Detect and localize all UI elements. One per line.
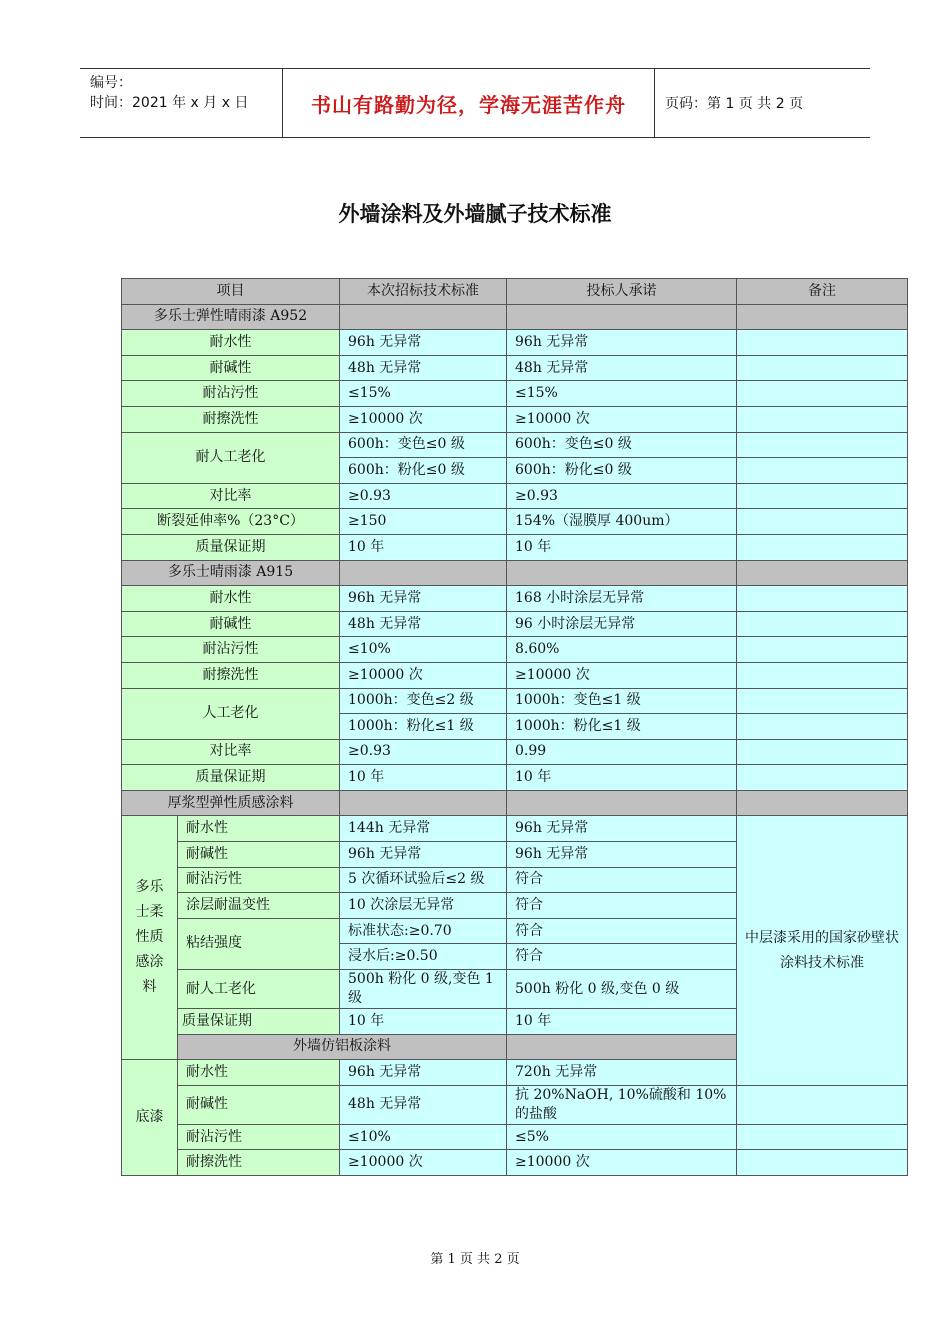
section-cell <box>340 304 507 330</box>
standard-cell: ≤10% <box>340 1124 507 1150</box>
group-cell: 底漆 <box>122 1060 178 1176</box>
promise-cell: 600h：变色≤0 级 <box>507 432 737 458</box>
standard-cell: ≤15% <box>340 381 507 407</box>
remark-cell <box>737 330 908 356</box>
item-cell: 耐水性 <box>122 586 340 612</box>
remark-cell <box>737 355 908 381</box>
remark-cell <box>737 381 908 407</box>
standard-cell: 1000h：粉化≤1 级 <box>340 714 507 740</box>
standard-cell: ≥10000 次 <box>340 1150 507 1176</box>
promise-cell: 600h：粉化≤0 级 <box>507 458 737 484</box>
promise-cell: 符合 <box>507 918 737 944</box>
item-cell: 耐人工老化 <box>178 970 340 1009</box>
table-row <box>122 739 908 765</box>
promise-cell: 500h 粉化 0 级,变色 0 级 <box>507 970 737 1009</box>
section-cell <box>507 1034 737 1060</box>
promise-cell: ≤5% <box>507 1124 737 1150</box>
section-cell <box>737 304 908 330</box>
promise-cell: 10 年 <box>507 1009 737 1035</box>
page-footer: 第 1 页 共 2 页 <box>430 1252 520 1267</box>
item-cell: 耐擦洗性 <box>178 1150 340 1176</box>
standard-cell: 10 年 <box>340 765 507 791</box>
section-cell <box>507 560 737 586</box>
section-cell <box>507 304 737 330</box>
section-name: 外墙仿铝板涂料 <box>178 1034 507 1060</box>
section-cell <box>737 560 908 586</box>
col-header-standard: 本次招标技术标准 <box>340 279 507 305</box>
promise-cell: 48h 无异常 <box>507 355 737 381</box>
remark-cell <box>737 714 908 740</box>
remark-cell <box>737 611 908 637</box>
item-cell: 耐沾污性 <box>178 1124 340 1150</box>
page-header <box>80 68 870 138</box>
promise-cell: 符合 <box>507 893 737 919</box>
section-name: 多乐士晴雨漆 A915 <box>122 560 340 586</box>
header-page-code: 页码：第 1 页 共 2 页 <box>665 96 804 112</box>
item-cell: 耐碱性 <box>178 1085 340 1124</box>
remark-cell <box>737 765 908 791</box>
table-row <box>122 355 908 381</box>
standard-cell: 96h 无异常 <box>340 842 507 868</box>
table-row <box>122 662 908 688</box>
item-cell: 涂层耐温变性 <box>178 893 340 919</box>
section-row <box>122 560 908 586</box>
item-cell: 对比率 <box>122 739 340 765</box>
group-cell: 多乐士柔性质感涂料 <box>122 816 178 1060</box>
item-cell: 耐沾污性 <box>122 381 340 407</box>
remark-cell <box>737 406 908 432</box>
item-cell: 质量保证期 <box>122 765 340 791</box>
standard-cell: 500h 粉化 0 级,变色 1 级 <box>340 970 507 1009</box>
item-cell: 粘结强度 <box>178 918 340 969</box>
promise-cell: 154%（湿膜厚 400um） <box>507 509 737 535</box>
document-time-label: 时间：2021 年 x 月 x 日 <box>90 95 249 111</box>
section-name: 多乐士弹性晴雨漆 A952 <box>122 304 340 330</box>
section-cell <box>340 790 507 816</box>
promise-cell: 符合 <box>507 867 737 893</box>
col-header-item: 项目 <box>122 279 340 305</box>
header-motto-cell <box>283 69 655 137</box>
remark-cell <box>737 1150 908 1176</box>
promise-cell: 96h 无异常 <box>507 816 737 842</box>
remark-cell <box>737 509 908 535</box>
table-row <box>122 586 908 612</box>
promise-cell: 720h 无异常 <box>507 1060 737 1086</box>
promise-cell: 1000h：变色≤1 级 <box>507 688 737 714</box>
section-name: 厚浆型弹性质感涂料 <box>122 790 340 816</box>
item-cell: 耐沾污性 <box>178 867 340 893</box>
table-row <box>122 534 908 560</box>
promise-cell: 抗 20%NaOH, 10%硫酸和 10%的盐酸 <box>507 1085 737 1124</box>
header-motto: 书山有路勤为径，学海无涯苦作舟 <box>311 92 626 117</box>
item-cell: 耐碱性 <box>122 611 340 637</box>
standard-cell: 10 年 <box>340 534 507 560</box>
item-cell: 耐擦洗性 <box>122 406 340 432</box>
section-row <box>122 790 908 816</box>
item-cell: 耐水性 <box>178 1060 340 1086</box>
table-row <box>122 432 908 458</box>
remark-cell <box>737 1124 908 1150</box>
promise-cell: 10 年 <box>507 765 737 791</box>
table-row <box>122 483 908 509</box>
section-row <box>122 304 908 330</box>
section-cell <box>507 790 737 816</box>
table-row <box>122 406 908 432</box>
promise-cell: ≥10000 次 <box>507 1150 737 1176</box>
promise-cell: 96h 无异常 <box>507 842 737 868</box>
promise-cell: ≥10000 次 <box>507 662 737 688</box>
spec-table <box>121 278 908 1176</box>
remark-cell <box>737 586 908 612</box>
table-row <box>122 509 908 535</box>
header-meta <box>80 69 283 137</box>
remark-cell <box>737 662 908 688</box>
table-row <box>122 637 908 663</box>
remark-cell: 中层漆采用的国家砂壁状涂料技术标准 <box>737 816 908 1085</box>
table-row <box>122 330 908 356</box>
table-row <box>122 1150 908 1176</box>
table-row <box>122 1085 908 1124</box>
item-cell: 人工老化 <box>122 688 340 739</box>
table-row <box>122 816 908 842</box>
promise-cell: 96h 无异常 <box>507 330 737 356</box>
standard-cell: 标准状态:≥0.70 <box>340 918 507 944</box>
promise-cell: 符合 <box>507 944 737 970</box>
table-row <box>122 611 908 637</box>
remark-cell <box>737 534 908 560</box>
col-header-promise: 投标人承诺 <box>507 279 737 305</box>
standard-cell: 96h 无异常 <box>340 586 507 612</box>
remark-cell <box>737 458 908 484</box>
remark-cell <box>737 432 908 458</box>
item-cell: 耐水性 <box>122 330 340 356</box>
standard-cell: ≥150 <box>340 509 507 535</box>
item-cell: 对比率 <box>122 483 340 509</box>
remark-cell <box>737 688 908 714</box>
item-cell: 断裂延伸率%（23°C） <box>122 509 340 535</box>
standard-cell: ≤10% <box>340 637 507 663</box>
standard-cell: 48h 无异常 <box>340 611 507 637</box>
item-cell: 质量保证期 <box>178 1009 340 1035</box>
section-cell <box>340 560 507 586</box>
table-row <box>122 381 908 407</box>
standard-cell: 144h 无异常 <box>340 816 507 842</box>
document-title: 外墙涂料及外墙腻子技术标准 <box>338 202 612 226</box>
standard-cell: 600h：粉化≤0 级 <box>340 458 507 484</box>
item-cell: 耐擦洗性 <box>122 662 340 688</box>
section-cell <box>737 790 908 816</box>
promise-cell: 10 年 <box>507 534 737 560</box>
col-header-remark: 备注 <box>737 279 908 305</box>
item-cell: 耐碱性 <box>178 842 340 868</box>
promise-cell: ≥0.93 <box>507 483 737 509</box>
standard-cell: ≥0.93 <box>340 739 507 765</box>
promise-cell: 1000h：粉化≤1 级 <box>507 714 737 740</box>
item-cell: 耐碱性 <box>122 355 340 381</box>
standard-cell: 浸水后:≥0.50 <box>340 944 507 970</box>
header-page-cell <box>655 69 870 137</box>
promise-cell: 96 小时涂层无异常 <box>507 611 737 637</box>
promise-cell: ≥10000 次 <box>507 406 737 432</box>
document-number-label: 编号： <box>90 75 132 91</box>
promise-cell: 168 小时涂层无异常 <box>507 586 737 612</box>
remark-cell <box>737 483 908 509</box>
remark-cell <box>737 739 908 765</box>
promise-cell: 8.60% <box>507 637 737 663</box>
standard-cell: ≥10000 次 <box>340 406 507 432</box>
remark-cell <box>737 637 908 663</box>
standard-cell: 5 次循环试验后≤2 级 <box>340 867 507 893</box>
item-cell: 耐沾污性 <box>122 637 340 663</box>
standard-cell: 10 次涂层无异常 <box>340 893 507 919</box>
standard-cell: 96h 无异常 <box>340 1060 507 1086</box>
standard-cell: 600h：变色≤0 级 <box>340 432 507 458</box>
standard-cell: ≥10000 次 <box>340 662 507 688</box>
table-row <box>122 1124 908 1150</box>
table-row <box>122 765 908 791</box>
standard-cell: 48h 无异常 <box>340 1085 507 1124</box>
standard-cell: 10 年 <box>340 1009 507 1035</box>
item-cell: 耐水性 <box>178 816 340 842</box>
item-cell: 耐人工老化 <box>122 432 340 483</box>
standard-cell: 1000h：变色≤2 级 <box>340 688 507 714</box>
remark-cell <box>737 1085 908 1124</box>
item-cell: 质量保证期 <box>122 534 340 560</box>
standard-cell: ≥0.93 <box>340 483 507 509</box>
promise-cell: 0.99 <box>507 739 737 765</box>
table-row <box>122 688 908 714</box>
table-header-row <box>122 279 908 305</box>
standard-cell: 48h 无异常 <box>340 355 507 381</box>
standard-cell: 96h 无异常 <box>340 330 507 356</box>
promise-cell: ≤15% <box>507 381 737 407</box>
